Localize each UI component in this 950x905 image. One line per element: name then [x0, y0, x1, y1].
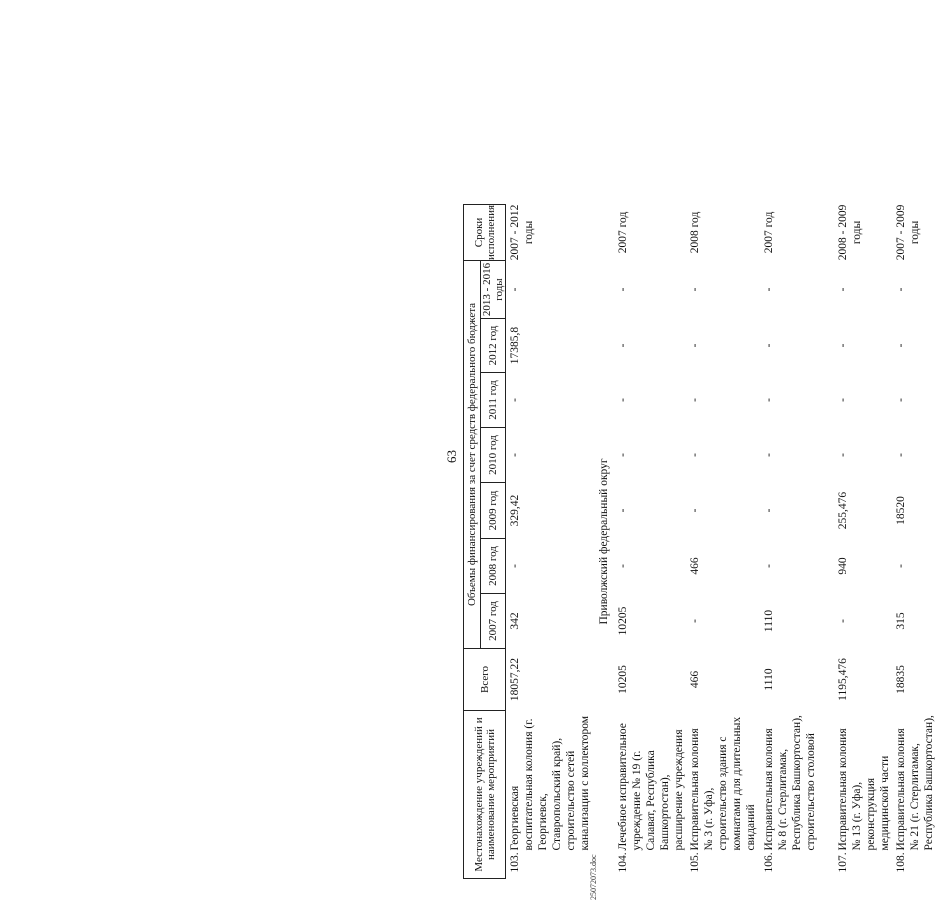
row-2010: - — [894, 453, 907, 457]
row-2009: - — [762, 508, 775, 513]
row-2007: - — [836, 619, 849, 623]
row-deadline: 2007 год — [762, 211, 775, 254]
page-number: 63 — [444, 450, 459, 463]
row-2010: - — [836, 453, 849, 457]
row-2011: - — [762, 398, 775, 402]
row-2011: - — [616, 398, 629, 402]
row-2011: - — [509, 398, 521, 402]
funding-table — [463, 204, 950, 879]
row-total: 10205 — [616, 665, 629, 694]
row-deadline: 2007 год — [616, 211, 629, 254]
row-number: 107. — [836, 852, 849, 873]
region-heading: Приволжский федеральный округ — [597, 458, 610, 625]
row-2012: - — [762, 343, 775, 348]
row-2007: - — [688, 619, 701, 623]
row-2007: 342 — [509, 612, 521, 630]
row-deadline: 2007 - 2012 годы — [509, 204, 535, 261]
row-2011: - — [688, 398, 701, 402]
row-deadline: 2007 - 2009 годы — [894, 204, 921, 261]
header-2007: 2007 год — [481, 594, 506, 649]
row-2010: - — [762, 453, 775, 457]
row-deadline: 2008 год — [688, 211, 701, 254]
table-row — [614, 204, 686, 878]
row-description: Лечебное исправительное учреждение № 19 (г. Салават, Республика Башкортостан), расширение учреждения — [616, 723, 685, 851]
row-2009: - — [616, 508, 629, 513]
header-2008: 2008 год — [481, 539, 506, 594]
row-total: 1195,476 — [836, 658, 849, 701]
row-2008: 940 — [836, 557, 849, 575]
row-2007: 1110 — [762, 609, 775, 633]
header-location: Местонахождение учреждений и наименование мероприятий — [464, 711, 506, 879]
row-description: Исправительная колония № 13 (г. Уфа), реконструкция медицинской части — [836, 728, 891, 851]
row-2012: - — [894, 343, 907, 348]
row-number: 106. — [762, 852, 775, 873]
header-2011: 2011 год — [481, 373, 506, 428]
row-total: 18057,22 — [509, 657, 521, 702]
header-total: Всего — [464, 649, 506, 711]
header-2010: 2010 год — [481, 428, 506, 483]
table-row — [686, 204, 760, 878]
row-2013-2016: - — [894, 287, 907, 292]
row-2010: - — [688, 453, 701, 457]
row-2011: - — [836, 398, 849, 402]
row-2013-2016: - — [509, 287, 521, 292]
header-2012: 2012 год — [481, 319, 506, 373]
row-2008: - — [762, 564, 775, 568]
row-number: 103. — [509, 852, 521, 873]
table-row — [892, 204, 950, 878]
row-2008: - — [616, 564, 629, 568]
row-2012: - — [616, 343, 629, 348]
row-2012: 17385,8 — [509, 326, 521, 365]
region-row — [594, 204, 614, 878]
row-2009: 18520 — [894, 496, 907, 525]
row-2013-2016: - — [762, 287, 775, 292]
row-2007: 10205 — [616, 606, 629, 636]
row-2009: 255,476 — [836, 491, 849, 530]
row-description: Георгиевская воспитательная колония (г. Георгиевск, Ставропольский край), строительство сетей канализации с коллектором — [509, 715, 591, 851]
row-2013-2016: - — [688, 287, 701, 292]
row-deadline: 2008 - 2009 годы — [836, 204, 863, 261]
row-2009: 329,42 — [509, 494, 521, 527]
header-2013-2016: 2013 - 2016 годы — [481, 261, 506, 319]
row-description: Исправительная колония № 3 (г. Уфа), строительство здания с комнатами для длительных свиданий — [688, 716, 757, 851]
row-number: 108. — [894, 852, 907, 873]
row-2011: - — [894, 398, 907, 402]
row-2010: - — [616, 453, 629, 457]
row-2012: - — [836, 343, 849, 348]
row-2008: - — [894, 564, 907, 568]
table-row — [760, 204, 834, 878]
row-2013-2016: - — [616, 287, 629, 292]
row-number: 104. — [616, 852, 629, 873]
row-2008: 466 — [688, 557, 701, 575]
header-2009: 2009 год — [481, 483, 506, 539]
row-2010: - — [509, 453, 521, 457]
table-row — [506, 204, 594, 878]
table-row — [834, 204, 892, 878]
row-2013-2016: - — [836, 287, 849, 292]
row-2012: - — [688, 343, 701, 348]
footer-filename: 25072073.doc — [589, 854, 598, 900]
row-2008: - — [509, 564, 521, 568]
row-description: Исправительная колония № 21 (г. Стерлитамак, Республика Башкортостан), — [894, 715, 935, 851]
row-number: 105. — [688, 852, 701, 873]
row-description: Исправительная колония № 8 (г. Стерлитамак, Республика Башкортостан), строительство столовой — [762, 715, 817, 851]
row-2009: - — [688, 508, 701, 513]
header-deadline: Сроки исполнения — [464, 204, 506, 260]
header-budget-group: Объемы финансирования за счет средств федерального бюджета — [464, 261, 481, 649]
row-total: 1110 — [762, 668, 775, 691]
row-total: 466 — [688, 670, 701, 689]
row-2007: 315 — [894, 612, 907, 630]
row-total: 18835 — [894, 665, 907, 694]
